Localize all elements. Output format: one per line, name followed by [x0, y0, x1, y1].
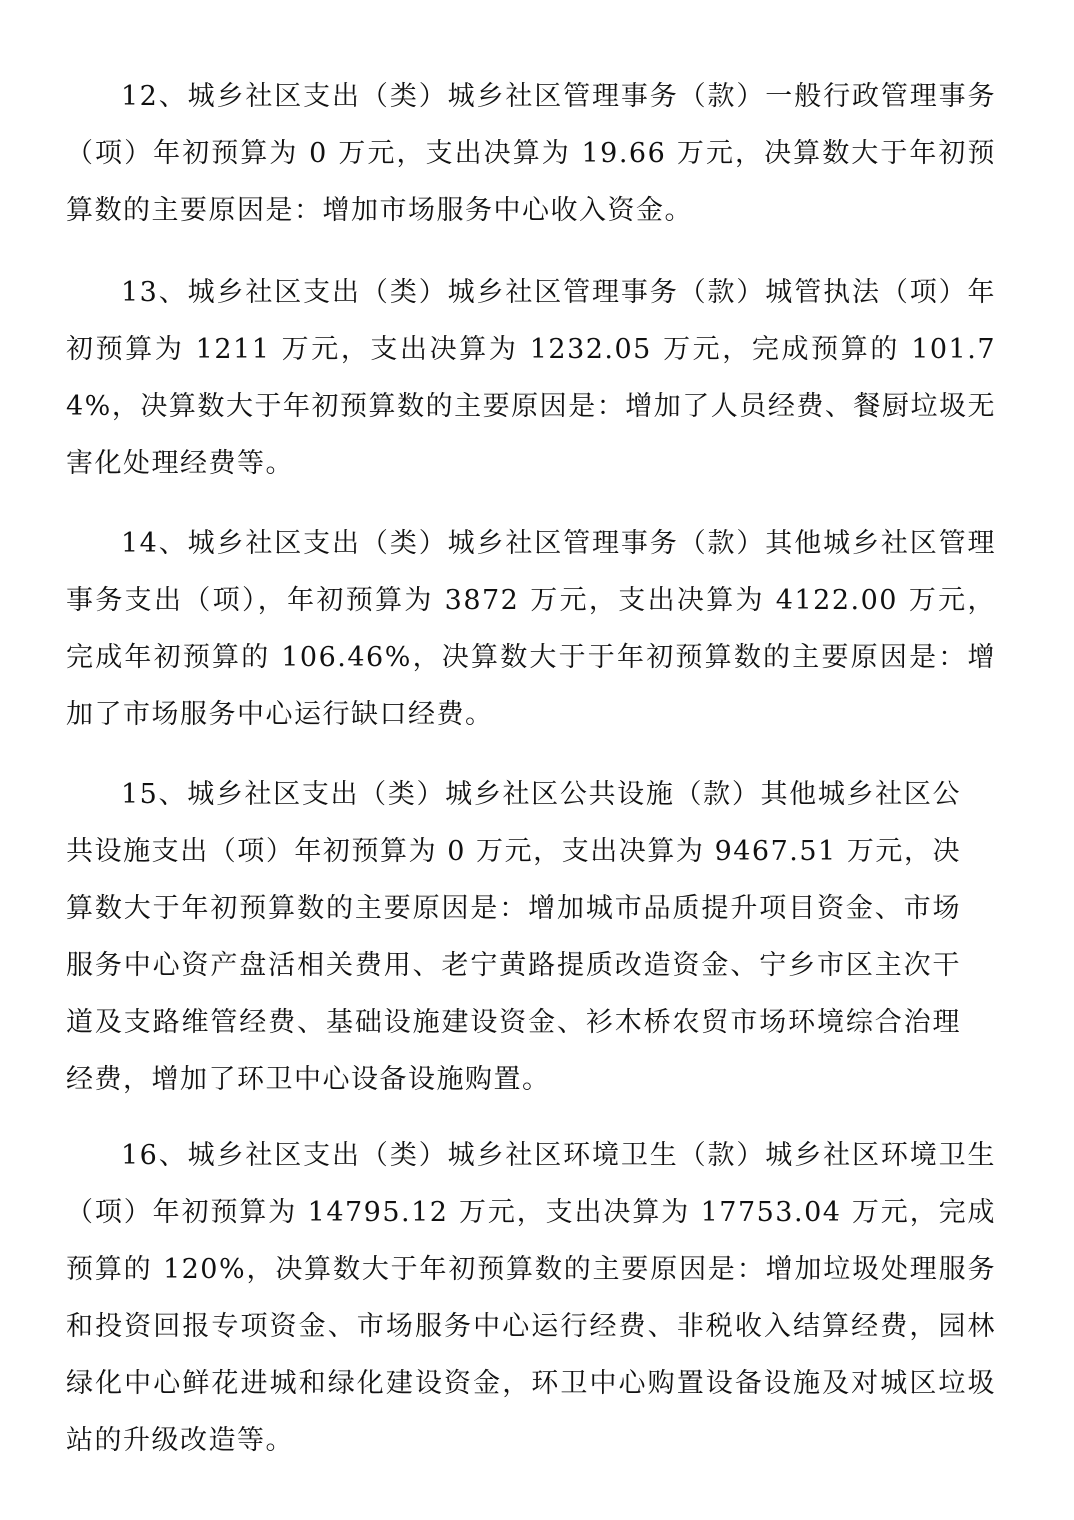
paragraph-item-14: 14、城乡社区支出（类）城乡社区管理事务（款）其他城乡社区管理事务支出（项），年初预算为 3872 万元，支出决算为 4122.00 万元，完成年初预算的 106.46%，决算数大于于年初预算数的主要原因是：增加了市场服务中心运行缺口经费。 [66, 528, 996, 730]
paragraph-item-16: 16、城乡社区支出（类）城乡社区环境卫生（款）城乡社区环境卫生（项）年初预算为 14795.12 万元，支出决算为 17753.04 万元，完成预算的 120%，决算数大于年初预算数的主要原因是：增加垃圾处理服务和投资回报专项资金、市场服务中心运行经费、非税收入结算经费，园林绿化中心鲜花进城和绿化建设资金，环卫中心购置设备设施及对城区垃圾站的升级改造等。 [66, 1140, 996, 1456]
paragraph-item-12: 12、城乡社区支出（类）城乡社区管理事务（款）一般行政管理事务（项）年初预算为 0 万元，支出决算为 19.66 万元，决算数大于年初预算数的主要原因是：增加市场服务中心收入资金。 [66, 81, 996, 226]
paragraph-item-15: 15、城乡社区支出（类）城乡社区公共设施（款）其他城乡社区公共设施支出（项）年初预算为 0 万元，支出决算为 9467.51 万元，决算数大于年初预算数的主要原因是：增加城市品质提升项目资金、市场服务中心资产盘活相关费用、老宁黄路提质改造资金、宁乡市区主次干道及支路维管经费、基础设施建设资金、衫木桥农贸市场环境综合治理经费，增加了环卫中心设备设施购置。 [66, 779, 961, 1095]
paragraph-item-13: 13、城乡社区支出（类）城乡社区管理事务（款）城管执法（项）年初预算为 1211 万元，支出决算为 1232.05 万元，完成预算的 101.74%，决算数大于年初预算数的主要原因是：增加了人员经费、餐厨垃圾无害化处理经费等。 [66, 277, 996, 479]
